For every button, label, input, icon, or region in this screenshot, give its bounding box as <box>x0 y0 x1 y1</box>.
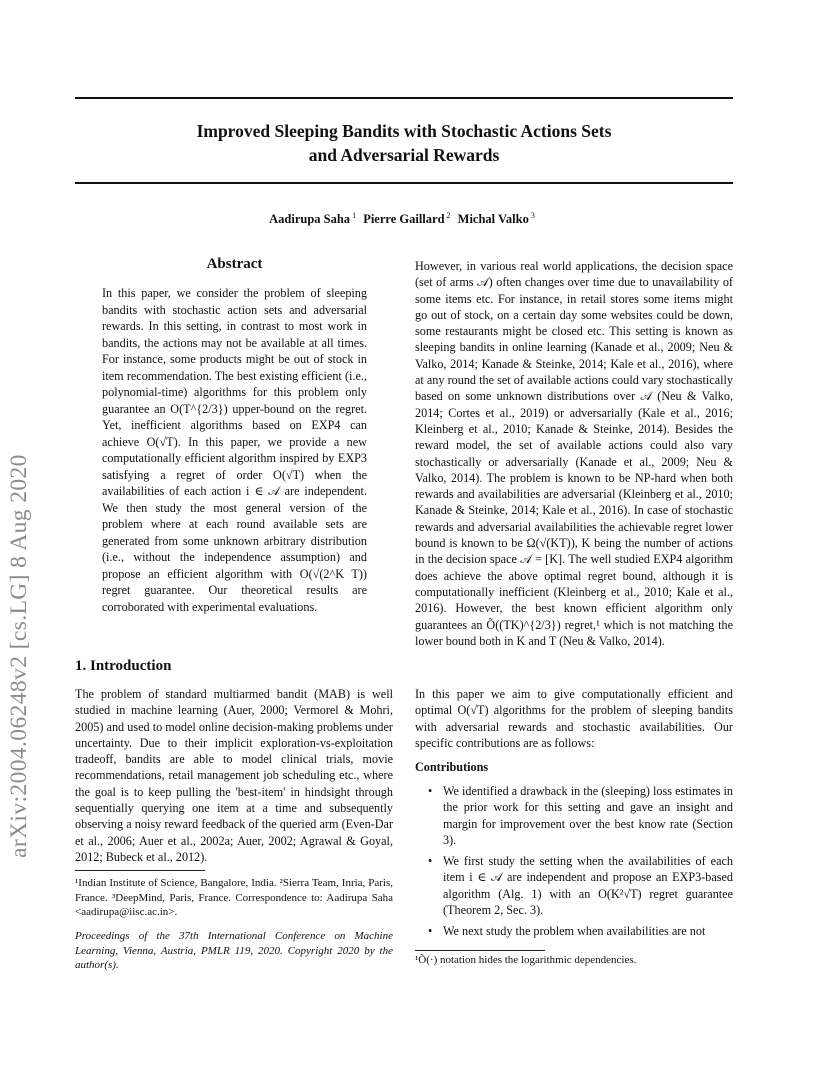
title-bottom-rule <box>75 182 733 184</box>
title-line-2: and Adversarial Rewards <box>308 145 500 165</box>
right-footnote-rule <box>415 950 545 951</box>
author-affiliation-mark: 3 <box>530 211 535 220</box>
author-name: Aadirupa Saha <box>269 212 351 227</box>
author-list <box>75 211 733 227</box>
introduction-text: The problem of standard multiarmed bandit (MAB) is well studied in machine learning (Auer, 2000; Vermorel & Mohri, 2005) and used to model online decision-making problems under uncertainty. Due to their implicit exploration-vs-exploitation tradeoff, bandits are able to model clinical trials, movie recommendations, retail management job scheduling etc., where the goal is to keep pulling the 'best-item' in hindsight through sequentially querying one item at a time and subsequently observing a noisy reward feedback of the queried arm (Even-Dar et al., 2006; Auer et al., 2002a; Auer, 2002; Agrawal & Goyal, 2012; Bubeck et al., 2012). <box>75 687 393 864</box>
right-column-paragraph-2: In this paper we aim to give computationally efficient and optimal O(√T) algorithms for the problem of sleeping bandits with adversarial rewards and stochastic availabilities. Our specific contributions are as follows: <box>415 687 733 750</box>
arxiv-watermark: arXiv:2004.06248v2 [cs.LG] 8 Aug 2020 <box>6 454 32 858</box>
author-name: Michal Valko <box>457 212 529 227</box>
contributions-heading: Contributions <box>415 760 489 774</box>
top-rule <box>75 97 733 99</box>
contribution-item: • We next study the problem when availabilities are not <box>415 923 733 939</box>
abstract-text: In this paper, we consider the problem of sleeping bandits with stochastic action sets and adversarial rewards. In this setting, in contrast to most work in bandits, the actions may not be available at all times. For instance, some products might be out of stock in item recommendation. The best existing efficient (i.e., polynomial-time) algorithms for this problem only guarantee an O(T^{2/3}) upper-bound on the regret. Yet, inefficient algorithms based on EXP4 can achieve O(√T). In this paper, we provide a new computationally efficient algorithm inspired by EXP3 satisfying a regret of order O(√T) when the availabilities of each action i ∈ 𝒜 are independent. We then study the most general version of the problem where at each round available sets are generated from some unknown arbitrary distribution (i.e., without the independence assumption) and propose an efficient algorithm with O(√(2^K T)) regret guarantee. Our theoretical results are corroborated with experimental evaluations. <box>102 286 367 614</box>
notation-footnote: ¹Õ(·) notation hides the logarithmic dependencies. <box>415 954 637 966</box>
abstract-heading: Abstract <box>206 256 263 272</box>
author-affiliation-mark: 1 <box>352 211 357 220</box>
footnote-rule <box>75 870 205 871</box>
contribution-item: • We identified a drawback in the (sleeping) loss estimates in the prior work for this setting and gave an insight and margin for improvement over the best know rate (Section 3). <box>415 783 733 848</box>
contribution-item: • We first study the setting when the availabilities of each item i ∈ 𝒜 are independent and propose an EXP3-based algorithm (Alg. 1) with an O(K²√T) regret guarantee (Theorem 2, Sec. 3). <box>415 853 733 918</box>
title-line-1: Improved Sleeping Bandits with Stochastic Actions Sets <box>196 121 612 141</box>
affiliation-footnote: ¹Indian Institute of Science, Bangalore, India. ²Sierra Team, Inria, Paris, France. ³DeepMind, Paris, France. Correspondence to: Aadirupa Saha <aadirupa@iisc.ac.in>. <box>75 877 393 918</box>
right-column-paragraph-1: However, in various real world applications, the decision space (set of arms 𝒜) often changes over time due to unavailability of some items etc. For instance, in retail stores some items might go out of stock, on a certain day some websites could be down, some restaurants might be closed etc. This setting is known as sleeping bandits in online learning (Kanade et al., 2009; Neu & Valko, 2014; Kanade & Steinke, 2014; Kale et al., 2016), where at any round the set of available actions could vary stochastically based on some unknown distributions over 𝒜 (Neu & Valko, 2014; Cortes et al., 2019) or adversarially (Kale et al., 2016; Kleinberg et al., 2010; Kanade & Steinke, 2014). Besides the reward model, the set of available actions could also vary stochastically or adversarially (Kanade et al., 2009; Neu & Valko, 2014). The problem is known to be NP-hard when both rewards and availabilities are adversarial (Kleinberg et al., 2010; Kanade & Steinke, 2014; Kale et al., 2016). In case of stochastic rewards and adversarial availabilities the achievable regret lower bound is known to be Ω(√(KT)), K being the number of actions in the decision space 𝒜 = [K]. The well studied EXP4 algorithm does achieve the above optimal regret bound, although it is computationally inefficient (Kleinberg et al., 2010; Kale et al., 2016). However, the best known efficient algorithm only guarantees an Õ((TK)^{2/3}) regret,¹ which is not matching the lower bound both in K and T (Neu & Valko, 2014). <box>415 259 733 648</box>
paper-title <box>75 119 733 167</box>
author-name: Pierre Gaillard <box>363 212 445 227</box>
proceedings-note: Proceedings of the 37th International Conference on Machine Learning, Vienna, Austria, PMLR 119, 2020. Copyright 2020 by the author(s). <box>75 930 393 971</box>
contributions-list <box>415 783 733 945</box>
author-affiliation-mark: 2 <box>446 211 451 220</box>
introduction-heading: 1. Introduction <box>75 658 172 674</box>
